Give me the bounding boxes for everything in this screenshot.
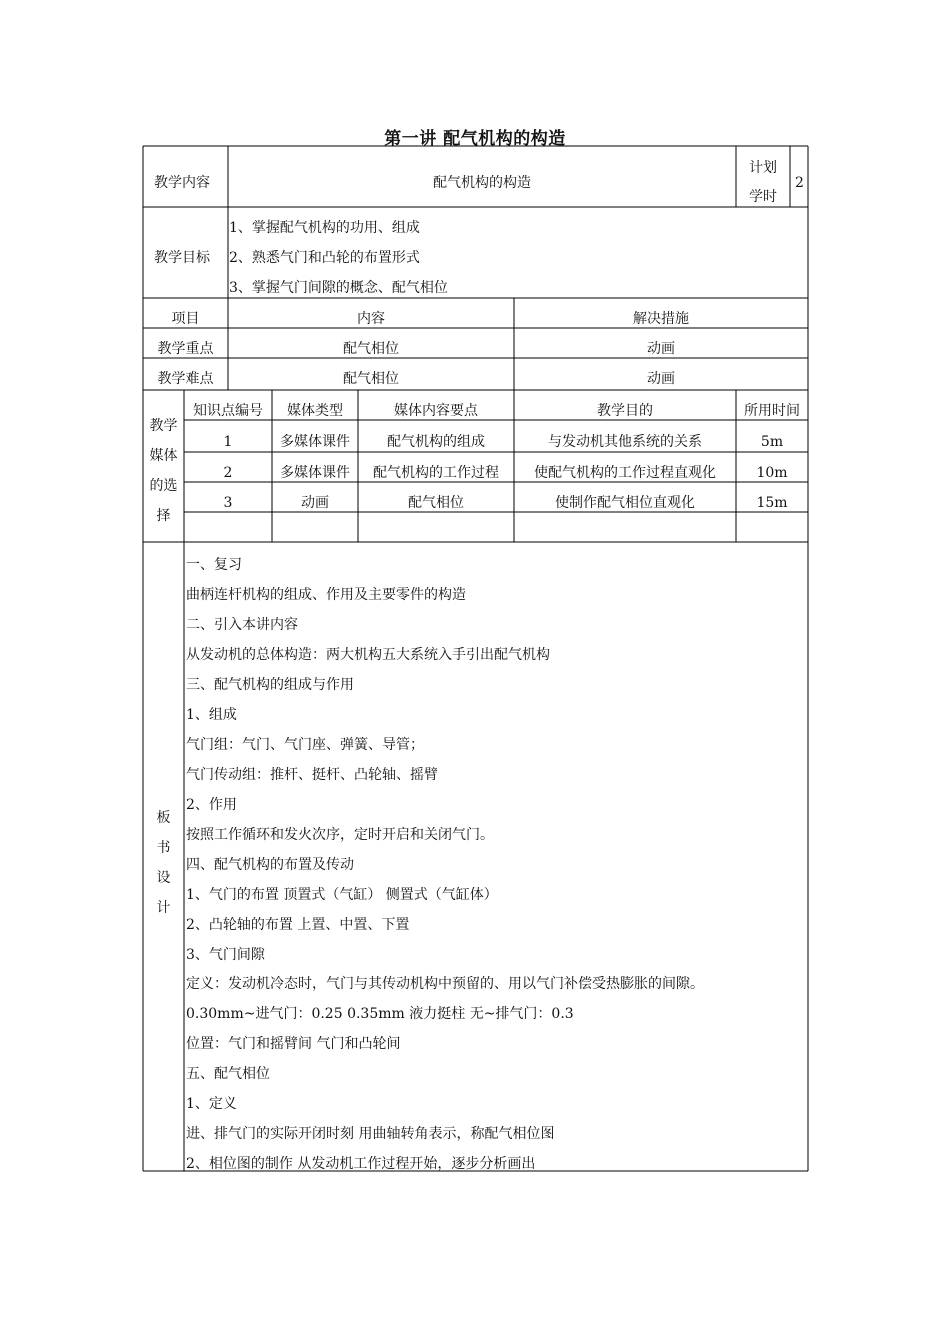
teaching-content-value: 配气机构的构造 <box>433 175 531 191</box>
board-line: 1、气门的布置 顶置式（气缸） 侧置式（气缸体） <box>186 887 498 903</box>
board-line: 一、复习 <box>186 557 242 573</box>
board-design-label <box>143 803 184 923</box>
focus-row-measure: 动画 <box>647 341 675 357</box>
board-label-line: 书 <box>156 840 171 856</box>
media-cell: 使制作配气相位直观化 <box>555 495 695 511</box>
media-header-cell: 媒体内容要点 <box>394 403 478 419</box>
media-label-line: 择 <box>156 508 171 524</box>
media-header-cell: 教学目的 <box>597 403 653 419</box>
board-line: 五、配气相位 <box>186 1066 270 1082</box>
board-line: 三、配气机构的组成与作用 <box>186 677 354 693</box>
board-label-line: 板 <box>156 810 171 826</box>
board-line: 2、凸轮轴的布置 上置、中置、下置 <box>186 917 410 933</box>
media-cell: 配气相位 <box>408 495 464 511</box>
plan-label-line2: 学时 <box>749 189 777 205</box>
goal-item: 3、掌握气门间隙的概念、配气相位 <box>229 280 448 296</box>
focus-header-content: 内容 <box>357 311 385 327</box>
board-line: 定义：发动机冷态时，气门与其传动机构中预留的、用以气门补偿受热膨胀的间隙。 <box>186 976 704 992</box>
media-header-cell: 知识点编号 <box>193 403 263 419</box>
focus-header-measure: 解决措施 <box>633 311 689 327</box>
media-cell: 动画 <box>301 495 329 511</box>
board-line: 四、配气机构的布置及传动 <box>186 857 354 873</box>
board-line: 0.30mm~进气门：0.25 0.35mm 液力挺柱 无~排气门：0.3 <box>186 1006 574 1022</box>
media-cell: 15m <box>756 495 788 511</box>
board-line: 1、组成 <box>186 707 237 723</box>
media-cell: 2 <box>223 465 233 481</box>
focus-row-measure: 动画 <box>647 371 675 387</box>
board-line: 3、气门间隙 <box>186 947 265 963</box>
teaching-content-label: 教学内容 <box>154 175 210 191</box>
media-label-line: 教学 <box>149 418 178 434</box>
focus-row-item: 教学难点 <box>157 371 214 387</box>
board-line: 气门组：气门、气门座、弹簧、导管； <box>186 737 424 753</box>
media-label-line: 媒体 <box>149 448 178 464</box>
board-line: 按照工作循环和发火次序，定时开启和关闭气门。 <box>186 827 494 843</box>
media-cell: 多媒体课件 <box>280 465 350 481</box>
media-label-line: 的选 <box>149 478 178 494</box>
page-title: 第一讲 配气机构的构造 <box>384 129 566 149</box>
media-cell: 配气机构的组成 <box>387 434 485 450</box>
board-line: 进、排气门的实际开闭时刻 用曲轴转角表示，称配气相位图 <box>186 1126 555 1142</box>
plan-label-line1: 计划 <box>749 160 777 176</box>
media-cell: 使配气机构的工作过程直观化 <box>534 465 716 481</box>
planned-hours: 2 <box>795 175 804 191</box>
focus-row-item: 教学重点 <box>157 341 214 357</box>
media-cell: 配气机构的工作过程 <box>373 465 499 481</box>
media-cell: 5m <box>760 434 784 450</box>
board-line: 二、引入本讲内容 <box>186 617 298 633</box>
focus-header-item: 项目 <box>171 311 200 327</box>
media-header-cell: 所用时间 <box>744 403 800 419</box>
board-line: 2、作用 <box>186 797 237 813</box>
media-cell: 3 <box>223 495 233 511</box>
goal-item: 2、熟悉气门和凸轮的布置形式 <box>229 250 420 266</box>
media-cell: 1 <box>223 434 233 450</box>
media-selection-label <box>143 411 184 531</box>
media-header-cell: 媒体类型 <box>287 403 343 419</box>
media-cell: 多媒体课件 <box>280 434 350 450</box>
focus-row-content: 配气相位 <box>343 341 399 357</box>
board-line: 从发动机的总体构造：两大机构五大系统入手引出配气机构 <box>186 647 550 663</box>
board-line: 曲柄连杆机构的组成、作用及主要零件的构造 <box>186 587 466 603</box>
board-line: 位置：气门和摇臂间 气门和凸轮间 <box>186 1036 401 1052</box>
board-label-line: 设 <box>156 870 171 886</box>
media-cell: 与发动机其他系统的关系 <box>548 434 702 450</box>
board-line: 1、定义 <box>186 1096 237 1112</box>
focus-row-content: 配气相位 <box>343 371 399 387</box>
teaching-goals-label: 教学目标 <box>154 250 210 266</box>
media-cell: 10m <box>756 465 788 481</box>
board-line: 2、相位图的制作 从发动机工作过程开始，逐步分析画出 <box>186 1156 536 1172</box>
goal-item: 1、掌握配气机构的功用、组成 <box>229 220 420 236</box>
board-line: 气门传动组：推杆、挺杆、凸轮轴、摇臂 <box>186 767 438 783</box>
board-label-line: 计 <box>156 900 171 916</box>
